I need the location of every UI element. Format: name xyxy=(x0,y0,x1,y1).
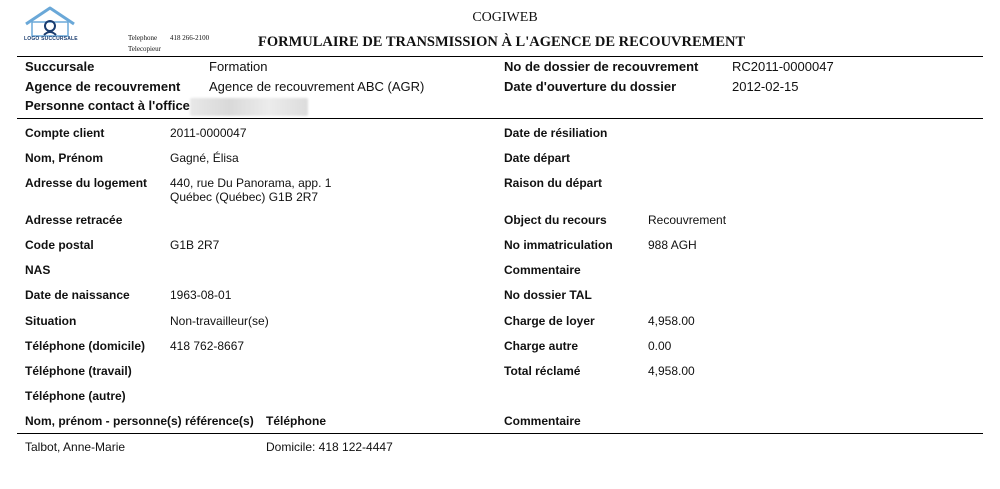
fax-label: Telecopieur xyxy=(128,45,161,53)
tal-file-label: No dossier TAL xyxy=(504,288,592,302)
total-claimed-label: Total réclamé xyxy=(504,364,581,378)
office-divider xyxy=(17,118,983,119)
birth-date-label: Date de naissance xyxy=(25,288,130,302)
total-claimed-value: 4,958.00 xyxy=(648,364,695,378)
phone-home-value: 418 762-8667 xyxy=(170,339,245,353)
other-charge-label: Charge autre xyxy=(504,339,579,353)
address-line2: Québec (Québec) G1B 2R7 xyxy=(170,190,319,204)
name-value: Gagné, Élisa xyxy=(170,151,239,165)
postal-code-value: G1B 2R7 xyxy=(170,238,220,252)
name-label: Nom, Prénom xyxy=(25,151,104,165)
nas-label: NAS xyxy=(25,263,51,277)
logo-caption: LOGO SUCCURSALE xyxy=(24,36,78,42)
open-date-label: Date d'ouverture du dossier xyxy=(504,79,677,94)
contact-label: Personne contact à l'office xyxy=(25,98,190,113)
file-number-value: RC2011-0000047 xyxy=(732,59,834,74)
departure-reason-label: Raison du départ xyxy=(504,176,603,190)
file-number-label: No de dossier de recouvrement xyxy=(504,59,699,74)
account-label: Compte client xyxy=(25,126,105,140)
other-charge-value: 0.00 xyxy=(648,339,672,353)
situation-label: Situation xyxy=(25,314,77,328)
recourse-object-label: Object du recours xyxy=(504,213,607,227)
branch-label: Succursale xyxy=(25,59,95,74)
references-comment-header: Commentaire xyxy=(504,414,581,428)
traced-address-label: Adresse retracée xyxy=(25,213,123,227)
situation-value: Non-travailleur(se) xyxy=(170,314,269,328)
references-phone-header: Téléphone xyxy=(266,414,327,428)
birth-date-value: 1963-08-01 xyxy=(170,288,232,302)
postal-code-label: Code postal xyxy=(25,238,94,252)
plate-value: 988 AGH xyxy=(648,238,697,252)
address-label: Adresse du logement xyxy=(25,176,148,190)
plate-label: No immatriculation xyxy=(504,238,613,252)
reference-phone: Domicile: 418 122-4447 xyxy=(266,440,393,454)
branch-value: Formation xyxy=(209,59,268,74)
telephone-value: 418 266-2100 xyxy=(170,34,210,42)
rent-charge-label: Charge de loyer xyxy=(504,314,595,328)
recourse-object-value: Recouvrement xyxy=(648,213,727,227)
departure-date-label: Date départ xyxy=(504,151,571,165)
references-name-header: Nom, prénom - personne(s) référence(s) xyxy=(25,414,254,428)
account-value: 2011-0000047 xyxy=(170,126,247,140)
form-title: FORMULAIRE DE TRANSMISSION À L'AGENCE DE RECOUVREMENT xyxy=(258,34,746,50)
phone-work-label: Téléphone (travail) xyxy=(25,364,132,378)
open-date-value: 2012-02-15 xyxy=(732,79,799,94)
address-line1: 440, rue Du Panorama, app. 1 xyxy=(170,176,332,190)
phone-other-label: Téléphone (autre) xyxy=(25,389,126,403)
reference-name: Talbot, Anne-Marie xyxy=(25,440,126,454)
agency-label: Agence de recouvrement xyxy=(25,79,181,94)
rent-charge-value: 4,958.00 xyxy=(648,314,695,328)
references-divider xyxy=(17,433,983,434)
header-divider xyxy=(17,56,983,57)
agency-value: Agence de recouvrement ABC (AGR) xyxy=(209,79,425,94)
telephone-label: Telephone xyxy=(128,34,158,42)
comment-label: Commentaire xyxy=(504,263,581,277)
phone-home-label: Téléphone (domicile) xyxy=(25,339,146,353)
company-name: COGIWEB xyxy=(472,10,538,25)
termination-date-label: Date de résiliation xyxy=(504,126,608,140)
contact-redacted xyxy=(190,98,308,116)
